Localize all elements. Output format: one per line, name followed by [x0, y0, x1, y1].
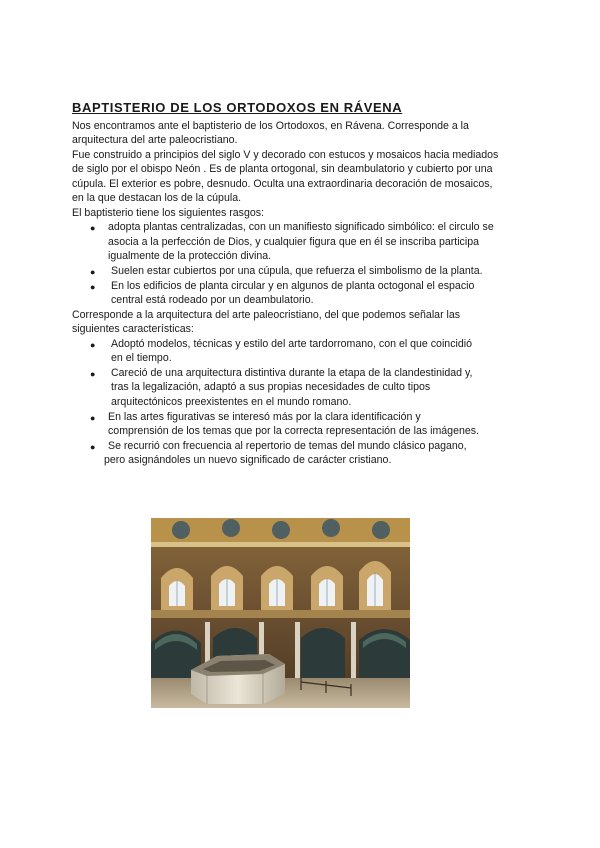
intro-line: Nos encontramos ante el baptisterio de los Ortodoxos, en Rávena. Corresponde a la	[72, 120, 469, 132]
baptistery-interior-illustration	[151, 518, 410, 708]
list-item-line: comprensión de los temas que por la correcta representación de las imágenes.	[108, 425, 479, 437]
list-item-line: igualmente de la protección divina.	[108, 250, 272, 262]
list-item-line: En las artes figurativas se interesó más por la clara identificación y	[108, 411, 421, 423]
list-item-line: Se recurrió con frecuencia al repertorio de temas del mundo clásico pagano,	[108, 440, 467, 452]
bullet-marker: ●	[90, 369, 96, 379]
intro-line: El baptisterio tiene los siguientes rasgos:	[72, 207, 264, 219]
list-item-line: en el tiempo.	[111, 352, 172, 364]
list-item-line: central está rodeado por un deambulatorio.	[111, 294, 314, 306]
list-item-line: Adoptó modelos, técnicas y estilo del arte tardorromano, con el que coincidió	[111, 338, 472, 350]
document-title: BAPTISTERIO DE LOS ORTODOXOS EN RÁVENA	[72, 100, 403, 115]
list-item-line: pero asignándoles un nuevo significado de carácter cristiano.	[104, 454, 392, 466]
bullet-marker: ●	[90, 340, 96, 350]
intro-line: cúpula. El exterior es pobre, desnudo. Oculta una extraordinaria decoración de mosaicos,	[72, 178, 493, 190]
bullet-marker: ●	[90, 442, 96, 452]
bullet-marker: ●	[90, 282, 96, 292]
list-item-line: Suelen estar cubiertos por una cúpula, que refuerza el simbolismo de la planta.	[111, 265, 483, 277]
bullet-marker: ●	[90, 223, 96, 233]
intro-line: arquitectura del arte paleocristiano.	[72, 134, 238, 146]
intro-line: Fue construido a principios del siglo V y decorado con estucos y mosaicos hacia mediados	[72, 149, 499, 161]
baptistery-interior-photo	[151, 518, 410, 708]
paragraph-line: siguientes características:	[72, 323, 194, 335]
list-item-line: Careció de una arquitectura distintiva durante la etapa de la clandestinidad y,	[111, 367, 473, 379]
list-item-line: arquitectónicos preexistentes en el mundo romano.	[111, 396, 352, 408]
list-item-line: asocia a la perfección de Dios, y cualquier figura que en él se inscriba participa	[108, 236, 479, 248]
bullet-marker: ●	[90, 413, 96, 423]
list-item-line: tras la legalización, adaptó a sus propias necesidades de culto tipos	[111, 381, 431, 393]
list-item-line: En los edificios de planta circular y en algunos de planta octogonal el espacio	[111, 280, 475, 292]
bullet-marker: ●	[90, 267, 96, 277]
intro-line: de siglo por el obispo Neón . Es de planta ortogonal, sin deambulatorio y cubierto por una	[72, 163, 493, 175]
intro-line: en la que destacan los de la cúpula.	[72, 192, 242, 204]
list-item-line: adopta plantas centralizadas, con un manifiesto significado simbólico: el circulo se	[108, 221, 494, 233]
paragraph-line: Corresponde a la arquitectura del arte paleocristiano, del que podemos señalar las	[72, 309, 461, 321]
